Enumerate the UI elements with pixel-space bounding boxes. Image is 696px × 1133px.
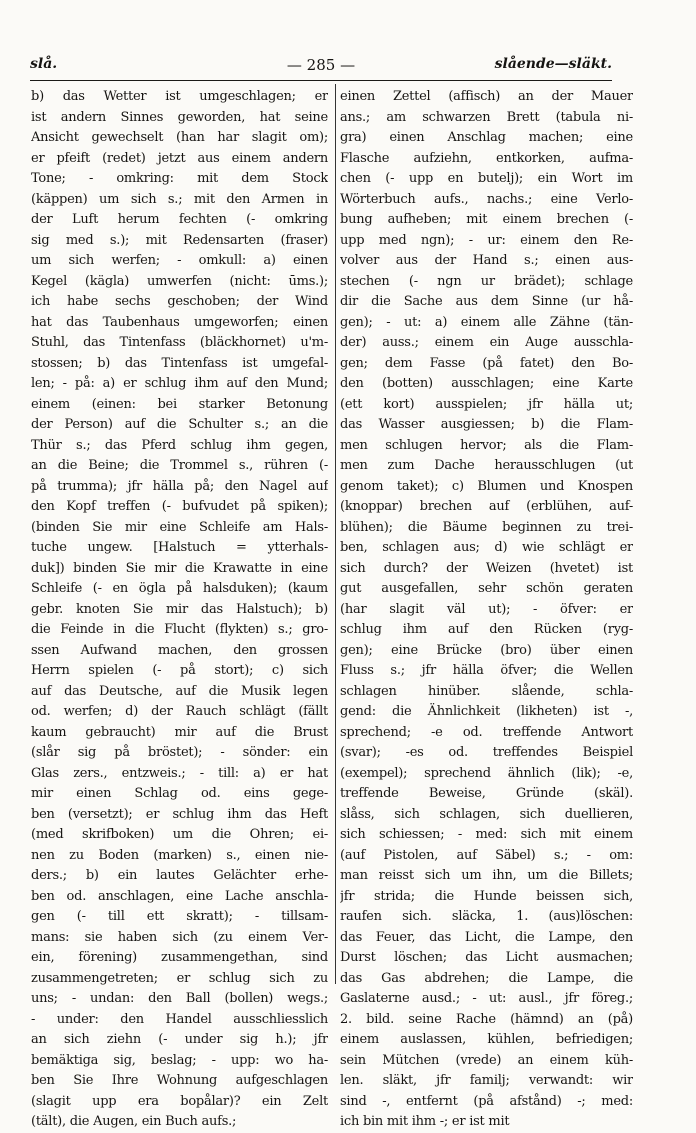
text-line: gut ausgefallen, sehr schön geraten	[340, 581, 633, 596]
text-line: an die Beine; die Trommel s., rühren (-	[31, 458, 328, 473]
text-line: sig med s.); mit Redensarten (fraser)	[31, 232, 328, 248]
text-line: Tone; - omkring: mit dem Stock	[31, 171, 328, 186]
text-line: um sich werfen; - omkull: a) einen	[31, 253, 328, 268]
text-line: blühen); die Bäume beginnen zu trei-	[340, 519, 633, 535]
text-line: b) das Wetter ist umgeschlagen; er	[31, 89, 328, 104]
text-line: die Feinde in die Flucht (flykten) s.; gro-	[31, 622, 328, 637]
text-line: auf das Deutsche, auf die Musik legen	[31, 683, 328, 699]
text-line: er pfeift (redet) jetzt aus einem andern	[31, 150, 328, 166]
text-line: uns; - undan: den Ball (bollen) wegs.;	[31, 991, 328, 1006]
text-line: volver aus der Hand s.; einen aus-	[340, 253, 633, 268]
text-line: treffende Beweise, Gründe (skäl).	[340, 786, 633, 801]
text-line: mir einen Schlag od. eins gege-	[31, 786, 328, 801]
text-line: sein Mütchen (vrede) an einem küh-	[340, 1052, 633, 1068]
text-line: (käppen) um sich s.; mit den Armen in	[31, 191, 328, 207]
text-line: stossen; b) das Tintenfass ist umgefal-	[31, 355, 328, 371]
text-line: ben (versetzt); er schlug ihm das Heft	[31, 806, 328, 822]
text-line: Thür s.; das Pferd schlug ihm gegen,	[31, 437, 328, 453]
text-line: nen zu Boden (marken) s., einen nie-	[31, 847, 328, 863]
text-line: chen (- upp en butelj); ein Wort im	[340, 171, 633, 186]
text-line: zusammengetreten; er schlug sich zu	[31, 970, 328, 986]
text-line: an sich ziehn (- under sig h.); jfr	[31, 1032, 328, 1047]
text-line: len; - på: a) er schlug ihm auf den Mund;	[31, 376, 328, 391]
text-line: - under: den Handel ausschliesslich	[31, 1011, 328, 1027]
header-rule	[30, 80, 612, 81]
text-line: sich schiessen; - med: sich mit einem	[340, 827, 633, 842]
text-line: bemäktiga sig, beslag; - upp: wo ha-	[31, 1052, 328, 1068]
text-line: das Gas abdrehen; die Lampe, die	[340, 970, 633, 986]
text-line: gra) einen Anschlag machen; eine	[340, 130, 633, 145]
text-line: Durst löschen; das Licht ausmachen;	[340, 950, 633, 965]
text-line: gebr. knoten Sie mir das Halstuch); b)	[31, 601, 328, 617]
text-line: Kegel (kägla) umwerfen (nicht: ūms.);	[31, 273, 328, 289]
text-line: Wörterbuch aufs., nachs.; eine Verlo-	[340, 191, 633, 207]
text-line: men schlugen hervor; als die Flam-	[340, 437, 633, 453]
text-line: (auf Pistolen, auf Säbel) s.; - om:	[340, 847, 633, 863]
text-line: Ansicht gewechselt (han har slagit om);	[31, 130, 328, 145]
text-line: ist andern Sinnes geworden, hat seine	[31, 109, 328, 125]
text-line: Stuhl, das Tintenfass (bläckhornet) u'm-	[31, 335, 328, 350]
text-line: ich bin mit ihm -; er ist mit	[340, 1114, 510, 1129]
text-line: schlug ihm auf den Rücken (ryg-	[340, 622, 633, 637]
page-number: — 285 —	[286, 56, 356, 74]
text-line: den (botten) ausschlagen; eine Karte	[340, 376, 633, 391]
text-line: (ett kort) ausspielen; jfr hälla ut;	[340, 396, 633, 412]
text-line: der) auss.; einem ein Auge ausschla-	[340, 335, 633, 350]
text-line: ben, schlagen aus; d) wie schlägt er	[340, 540, 633, 555]
text-line: duk]) binden Sie mir die Krawatte in eine	[31, 560, 328, 576]
text-line: einem auslassen, kühlen, befriedigen;	[340, 1032, 633, 1047]
text-line: (har slagit väl ut); - öfver: er	[340, 601, 633, 617]
text-line: der Luft herum fechten (- omkring	[31, 212, 328, 227]
text-line: Herrn spielen (- på stort); c) sich	[31, 663, 328, 678]
text-line: der Person) auf die Schulter s.; an die	[31, 417, 328, 432]
text-line: upp med ngn); - ur: einem den Re-	[340, 232, 633, 248]
text-line: kaum gebraucht) mir auf die Brust	[31, 724, 328, 740]
text-line: (tält), die Augen, ein Buch aufs.;	[31, 1114, 237, 1129]
text-line: gen); eine Brücke (bro) über einen	[340, 642, 633, 658]
text-line: stechen (- ngn ur brädet); schlage	[340, 273, 633, 289]
text-line: ben od. anschlagen, eine Lache anschla-	[31, 888, 328, 904]
text-line: (slagit upp era bopålar)? ein Zelt	[31, 1093, 328, 1109]
text-line: Flasche aufziehn, entkorken, aufma-	[340, 150, 633, 166]
text-line: ssen Aufwand machen, den grossen	[31, 642, 328, 658]
text-line: Fluss s.; jfr hälla öfver; die Wellen	[340, 663, 633, 678]
text-line: gen (- till ett skratt); - tillsam-	[31, 909, 328, 924]
text-line: schlagen hinüber. slående, schla-	[340, 683, 633, 699]
text-line: einem (einen: bei starker Betonung	[31, 396, 328, 412]
text-line: (med skrifboken) um die Ohren; ei-	[31, 827, 328, 842]
text-line: på trumma); jfr hälla på; den Nagel auf	[31, 478, 328, 494]
text-line: bung aufheben; mit einem brechen (-	[340, 212, 633, 227]
text-line: den Kopf treffen (- bufvudet på spiken);	[31, 499, 328, 514]
text-line: Glas zers., entzweis.; - till: a) er hat	[31, 765, 328, 781]
text-line: 2. bild. seine Rache (hämnd) an (på)	[340, 1011, 633, 1027]
text-line: man reisst sich um ihn, um die Billets;	[340, 868, 633, 883]
text-line: Schleife (- en ögla på halsduken); (kaum	[31, 581, 328, 596]
column-separator	[335, 84, 336, 984]
text-line: od. werfen; d) der Rauch schlägt (fällt	[31, 704, 328, 719]
text-line: men zum Dache herausschlugen (ut	[340, 458, 633, 473]
text-line: (binden Sie mir eine Schleife am Hals-	[31, 519, 328, 535]
text-line: ben Sie Ihre Wohnung aufgeschlagen	[31, 1073, 328, 1088]
text-line: tuche ungew. [Halstuch = ytterhals-	[31, 540, 328, 555]
text-line: genom taket); c) Blumen und Knospen	[340, 478, 633, 494]
text-line: (slår sig på bröstet); - sönder: ein	[31, 745, 328, 760]
left-column	[31, 87, 328, 1133]
page-header	[30, 56, 612, 78]
text-line: dir die Sache aus dem Sinne (ur hå-	[340, 294, 633, 309]
text-line: sich durch? der Weizen (hvetet) ist	[340, 560, 633, 576]
right-column	[340, 87, 633, 1133]
text-line: gen); - ut: a) einem alle Zähne (tän-	[340, 314, 633, 330]
header-left-catchword: slå.	[30, 56, 58, 72]
text-line: gen; dem Fasse (på fatet) den Bo-	[340, 355, 633, 371]
text-line: jfr strida; die Hunde beissen sich,	[340, 888, 633, 904]
text-line: slåss, sich schlagen, sich duellieren,	[340, 806, 633, 822]
text-line: ich habe sechs geschoben; der Wind	[31, 294, 328, 309]
text-line: ein, förening) zusammengethan, sind	[31, 950, 328, 965]
text-line: sind -, entfernt (på afstånd) -; med:	[340, 1093, 633, 1109]
text-line: ans.; am schwarzen Brett (tabula ni-	[340, 109, 633, 125]
text-line: sprechend; -e od. treffende Antwort	[340, 724, 633, 740]
text-line: mans: sie haben sich (zu einem Ver-	[31, 929, 328, 945]
text-line: ders.; b) ein lautes Gelächter erhe-	[31, 868, 328, 883]
text-line: Gaslaterne ausd.; - ut: ausl., jfr föreg.;	[340, 991, 633, 1006]
text-line: das Feuer, das Licht, die Lampe, den	[340, 929, 633, 945]
text-line: hat das Taubenhaus umgeworfen; einen	[31, 314, 328, 330]
text-line: len. släkt, jfr familj; verwandt: wir	[340, 1073, 633, 1088]
header-right-catchword: slående—släkt.	[494, 56, 612, 72]
text-line: das Wasser ausgiessen; b) die Flam-	[340, 417, 633, 432]
text-line: (svar); -es od. treffendes Beispiel	[340, 745, 633, 760]
text-line: gend: die Ähnlichkeit (likheten) ist -,	[340, 704, 633, 719]
text-line: einen Zettel (affisch) an der Mauer	[340, 89, 633, 104]
text-line: (knoppar) brechen auf (erblühen, auf-	[340, 499, 633, 514]
text-line: raufen sich. släcka, 1. (aus)löschen:	[340, 909, 633, 924]
text-line: (exempel); sprechend ähnlich (lik); -e,	[340, 765, 633, 781]
